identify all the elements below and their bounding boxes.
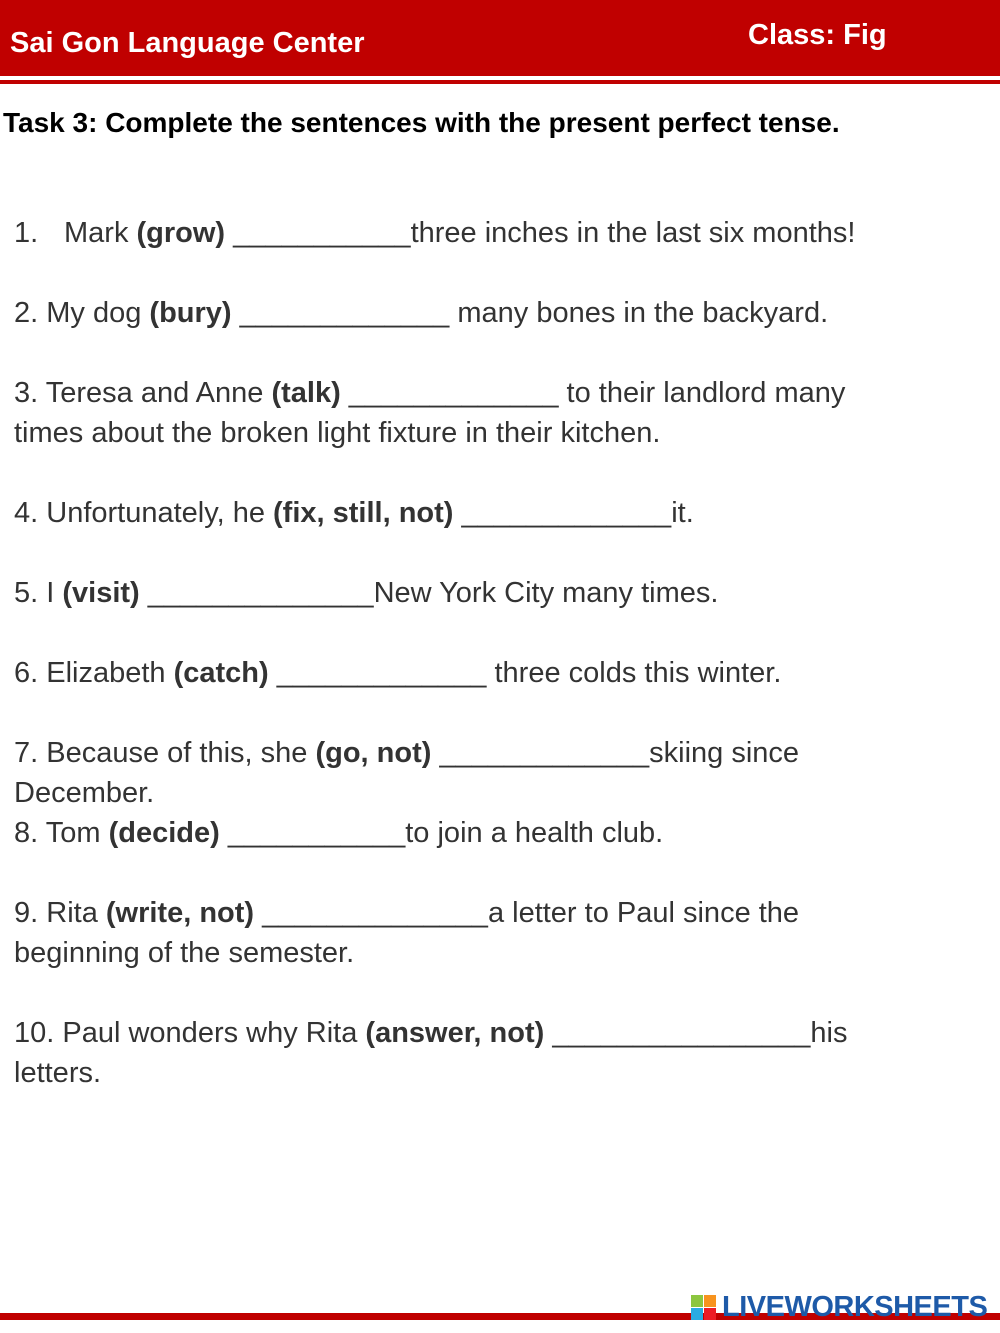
question-number: 8.: [14, 817, 39, 849]
answer-blank[interactable]: ______________: [139, 577, 374, 609]
question-5: 5. I (visit) ______________New York City many times.: [14, 577, 719, 609]
verb-hint: (write, not): [105, 897, 255, 929]
verb-hint: (go, not): [315, 737, 432, 769]
answer-blank[interactable]: _____________: [268, 657, 487, 689]
answer-blank[interactable]: _____________: [231, 297, 450, 329]
logo-text: LIVEWORKSHEETS: [722, 1290, 988, 1323]
question-6: 6. Elizabeth (catch) _____________ three colds this winter.: [14, 657, 782, 689]
question-number: 4.: [14, 497, 39, 529]
question-10: 10. Paul wonders why Rita (answer, not) ________________his letters.: [14, 1017, 848, 1089]
header-divider: [0, 80, 1000, 84]
question-number: 5.: [14, 577, 39, 609]
center-name: Sai Gon Language Center: [10, 27, 365, 59]
verb-hint: (grow): [136, 217, 226, 249]
question-number: 9.: [14, 897, 39, 929]
verb-hint: (catch): [173, 657, 269, 689]
question-8: 8. Tom (decide) ___________to join a health club.: [14, 817, 664, 849]
task-title: Task 3: Complete the sentences with the present perfect tense.: [3, 107, 840, 138]
question-7: 7. Because of this, she (go, not) _____________skiing since December.: [14, 737, 800, 809]
answer-blank[interactable]: ______________: [254, 897, 488, 929]
logo-grid-icon: [691, 1295, 716, 1320]
verb-hint: (visit): [62, 577, 140, 609]
answer-blank[interactable]: ________________: [544, 1017, 811, 1049]
question-number: 2.: [14, 297, 39, 329]
question-4: 4. Unfortunately, he (fix, still, not) _____________it.: [14, 497, 694, 529]
answer-blank[interactable]: _____________: [431, 737, 650, 769]
logo-square-3: [691, 1308, 703, 1320]
question-number: 3.: [14, 377, 39, 409]
answer-blank[interactable]: _____________: [453, 497, 672, 529]
answer-blank[interactable]: _____________: [340, 377, 559, 409]
verb-hint: (fix, still, not): [273, 497, 454, 529]
verb-hint: (decide): [108, 817, 220, 849]
class-label: Class: Fig: [748, 19, 887, 51]
logo-square-1: [691, 1295, 703, 1307]
answer-blank[interactable]: ___________: [219, 817, 406, 849]
verb-hint: (bury): [149, 297, 232, 329]
verb-hint: (talk): [271, 377, 341, 409]
logo-square-4: [704, 1308, 716, 1320]
verb-hint: (answer, not): [365, 1017, 545, 1049]
question-number: 1.: [14, 217, 39, 249]
question-2: 2. My dog (bury) _____________ many bones in the backyard.: [14, 297, 829, 329]
question-3: 3. Teresa and Anne (talk) _____________ to their landlord many times about the broken light fixture in their kitchen.: [14, 377, 846, 449]
question-number: 6.: [14, 657, 39, 689]
answer-blank[interactable]: ___________: [225, 217, 411, 249]
question-number: 7.: [14, 737, 39, 769]
question-1: 1. Mark (grow) ___________three inches in the last six months!: [14, 213, 989, 253]
question-number: 10.: [14, 1017, 55, 1049]
question-9: 9. Rita (write, not) ______________a letter to Paul since the beginning of the semester.: [14, 897, 800, 969]
liveworksheets-logo: [691, 1290, 988, 1323]
logo-square-2: [704, 1295, 716, 1307]
